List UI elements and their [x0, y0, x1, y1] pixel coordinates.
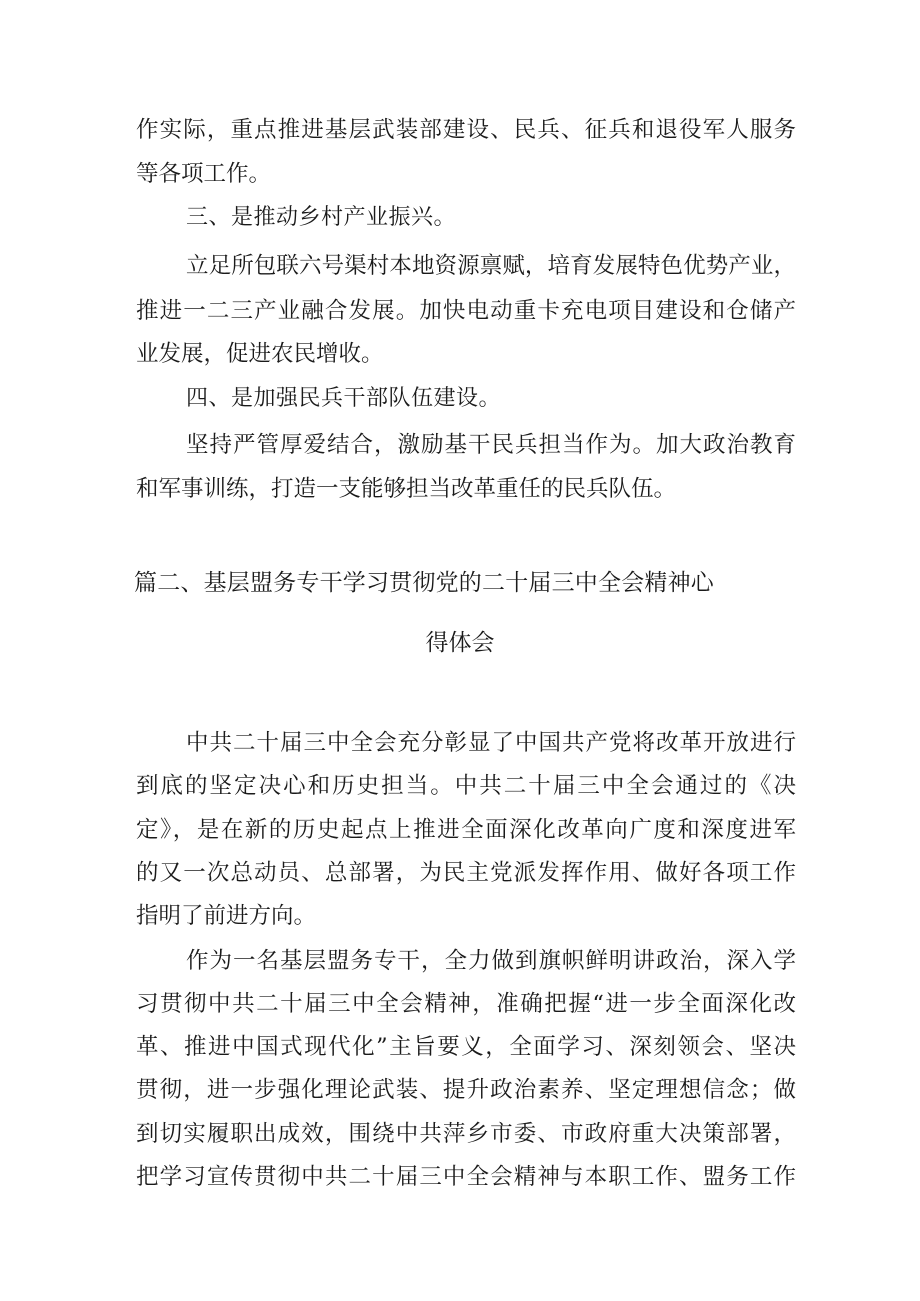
section-heading-three: 三、是推动乡村产业振兴。	[186, 205, 457, 230]
paragraph-line: 等各项工作。	[136, 161, 272, 187]
paragraph-line: 习贯彻中共二十届三中全会精神，准确把握“进一步全面深化改	[136, 991, 796, 1017]
article-title-continued: 得体会	[425, 630, 495, 656]
paragraph-line: 定》，是在新的历史起点上推进全面深化改革向广度和深度进军	[136, 817, 796, 843]
paragraph-line: 中共二十届三中全会充分彰显了中国共产党将改革开放进行	[186, 730, 796, 756]
paragraph-line: 指明了前进方向。	[136, 903, 317, 929]
paragraph-line: 贯彻，进一步强化理论武装、提升政治素养、坚定理想信念；做	[136, 1077, 796, 1103]
paragraph-line: 和军事训练，打造一支能够担当改革重任的民兵队伍。	[136, 476, 677, 502]
paragraph-line: 坚持严管厚爱结合，激励基干民兵担当作为。加大政治教育	[186, 432, 796, 458]
paragraph-line: 作为一名基层盟务专干，全力做到旗帜鲜明讲政治，深入学	[186, 948, 796, 974]
paragraph-line: 的又一次总动员、总部署，为民主党派发挥作用、做好各项工作	[136, 860, 796, 886]
article-title: 篇二、基层盟务专干学习贯彻党的二十届三中全会精神心	[134, 570, 714, 596]
paragraph-line: 革、推进中国式现代化”主旨要义，全面学习、深刻领会、坚决	[136, 1034, 796, 1060]
section-heading-four: 四、是加强民兵干部队伍建设。	[186, 386, 502, 411]
paragraph-line: 推进一二三产业融合发展。加快电动重卡充电项目建设和仓储产	[136, 298, 796, 324]
paragraph-line: 作实际，重点推进基层武装部建设、民兵、征兵和退役军人服务	[136, 117, 796, 143]
paragraph-line: 立足所包联六号渠村本地资源禀赋，培育发展特色优势产业，	[186, 253, 796, 279]
paragraph-line: 把学习宣传贯彻中共二十届三中全会精神与本职工作、盟务工作	[136, 1164, 796, 1190]
paragraph-line: 到底的坚定决心和历史担当。中共二十届三中全会通过的《决	[136, 773, 796, 799]
paragraph-line: 业发展，促进农民增收。	[136, 341, 384, 367]
paragraph-line: 到切实履职出成效，围绕中共萍乡市委、市政府重大决策部署，	[136, 1121, 796, 1147]
